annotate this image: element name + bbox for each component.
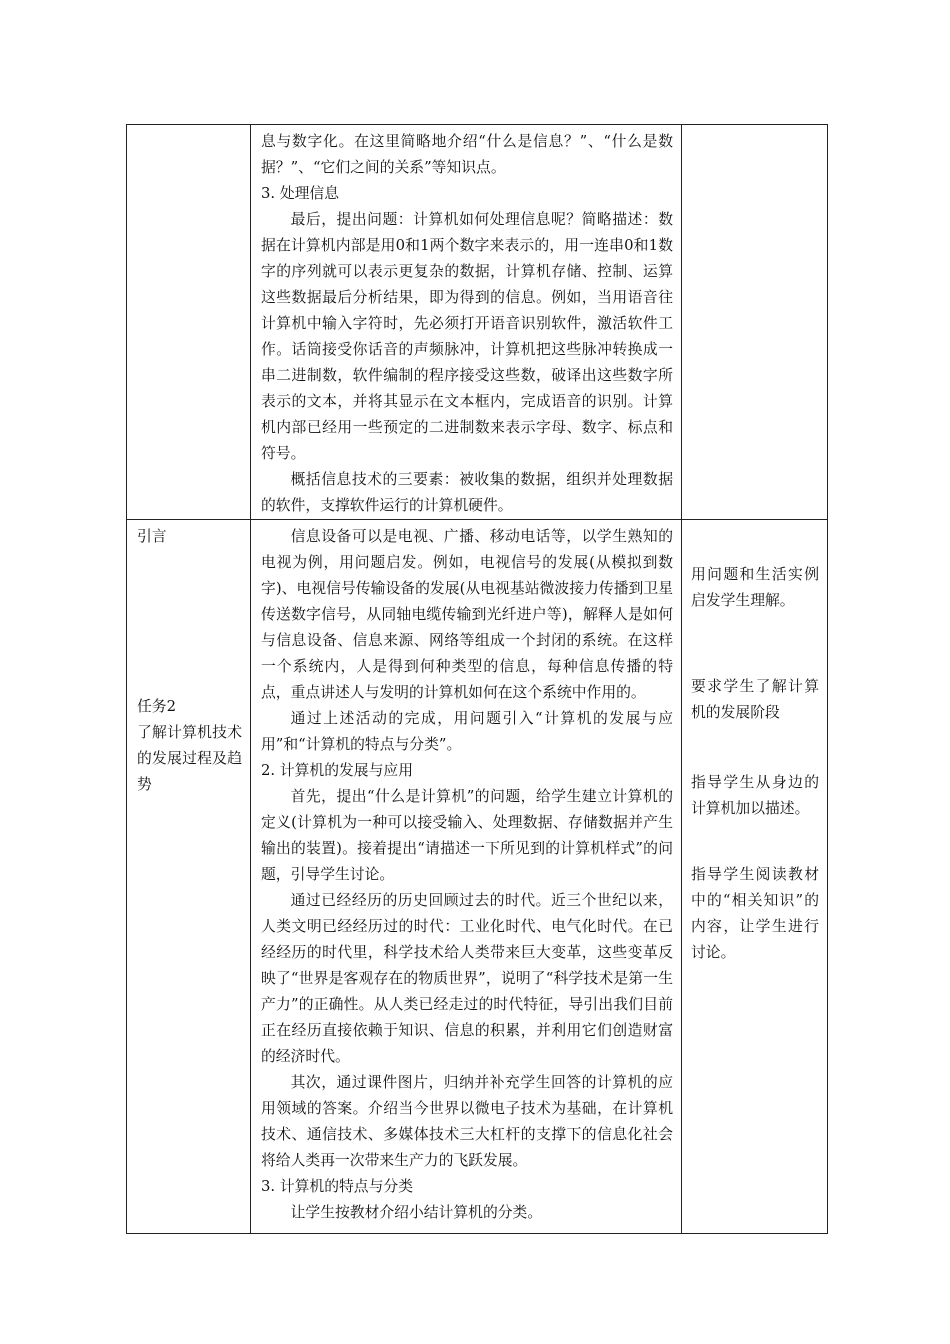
- table-row: [127, 520, 828, 1234]
- row2-stage-cell: [127, 520, 251, 1234]
- paragraph: 其次，通过课件图片，归纳并补充学生回答的计算机的应用领域的答案。介绍当今世界以微电子技术为基础，在计算机技术、通信技术、多媒体技术三大杠杆的支撑下的信息化社会将给人类再一次带来生产力的飞跃发展。: [261, 1074, 673, 1169]
- section-heading: 3. 处理信息: [261, 185, 340, 202]
- paragraph: 首先，提出“什么是计算机”的问题，给学生建立计算机的定义(计算机为一种可以接受输入、处理数据、存储数据并产生输出的装置)。接着提出“请描述一下所见到的计算机样式”的问题，引导学生讨论。: [261, 788, 673, 883]
- paragraph: 最后，提出问题：计算机如何处理信息呢？简略描述：数据在计算机内部是用0和1两个数字来表示的，用一连串0和1数字的序列就可以表示更复杂的数据，计算机存储、控制、运算这些数据最后分析结果，即为得到的信息。例如，当用语音往计算机中输入字符时，先必须打开语音识别软件，激活软件工作。话筒接受你话音的声频脉冲，计算机把这些脉冲转换成一串二进制数，软件编制的程序接受这些数，破译出这些数字所表示的文本，并将其显示在文本框内，完成语音的识别。计算机内部已经用一些预定的二进制数来表示字母、数字、标点和符号。: [261, 211, 673, 462]
- section-heading: 2. 计算机的发展与应用: [261, 762, 413, 779]
- lesson-plan-table: [126, 124, 828, 1234]
- stage-intro-label: 引言: [137, 528, 167, 545]
- section-heading: 3. 计算机的特点与分类: [261, 1178, 413, 1195]
- paragraph: 概括信息技术的三要素：被收集的数据，组织并处理数据的软件，支撑软件运行的计算机硬件。: [261, 471, 673, 514]
- table-row: [127, 125, 828, 520]
- paragraph: 通过已经经历的历史回顾过去的时代。近三个世纪以来，人类文明已经经历过的时代：工业化时代、电气化时代。在已经经历的时代里，科学技术给人类带来巨大变革，这些变革反映了“世界是客观存在的物质世界”，说明了“科学技术是第一生产力”的正确性。从人类已经走过的时代特征，导引出我们目前正在经历直接依赖于知识、信息的积累，并利用它们创造财富的经济时代。: [261, 892, 673, 1065]
- row1-stage-cell: [127, 125, 251, 520]
- row2-content-cell: [251, 520, 682, 1234]
- teaching-note: 要求学生了解计算机的发展阶段: [691, 678, 819, 721]
- teaching-note: 用问题和生活实例启发学生理解。: [691, 566, 819, 609]
- paragraph: 通过上述活动的完成，用问题引入“计算机的发展与应用”和“计算机的特点与分类”。: [261, 710, 673, 753]
- row2-notes-cell: [682, 520, 828, 1234]
- row1-content-cell: [251, 125, 682, 520]
- paragraph: 让学生按教材介绍小结计算机的分类。: [290, 1204, 543, 1221]
- task-title: 任务2: [137, 698, 177, 715]
- paragraph: 信息设备可以是电视、广播、移动电话等，以学生熟知的电视为例，用问题启发。例如，电视信号的发展(从模拟到数字)、电视信号传输设备的发展(从电视基站微波接力传播到卫星传送数字信号，从同轴电缆传输到光纤进户等)，解释人是如何与信息设备、信息来源、网络等组成一个封闭的系统。在这样一个系统内，人是得到何种类型的信息，每种信息传播的特点，重点讲述人与发明的计算机如何在这个系统中作用的。: [261, 528, 673, 701]
- teaching-note: 指导学生阅读教材中的“相关知识”的内容，让学生进行讨论。: [691, 866, 819, 961]
- teaching-note: 指导学生从身边的计算机加以描述。: [691, 774, 819, 817]
- row1-notes-cell: [682, 125, 828, 520]
- paragraph: 息与数字化。在这里简略地介绍“什么是信息？”、“什么是数据？”、“它们之间的关系”等知识点。: [261, 133, 673, 176]
- task-description: 了解计算机技术的发展过程及趋势: [137, 724, 242, 793]
